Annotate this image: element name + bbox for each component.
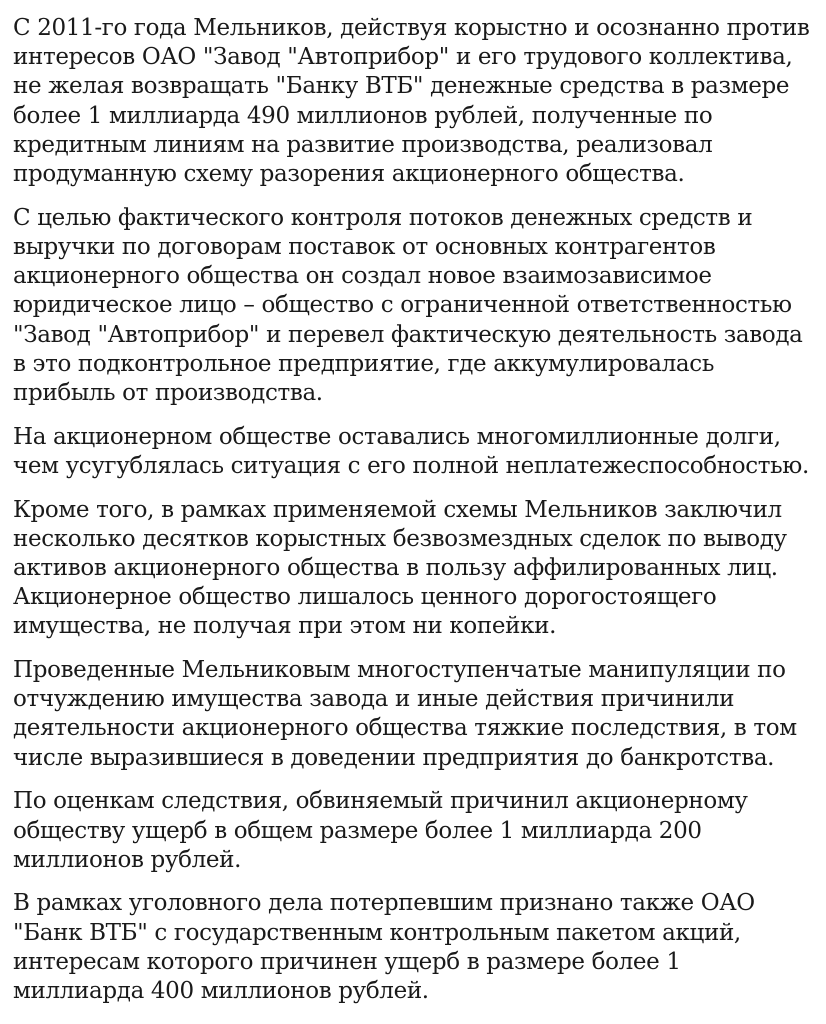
- paragraph-2: С целью фактического контроля потоков денежных средств и выручки по договорам поставок от основных контрагентов акционерного общества он создал новое взаимозависимое юридическое лицо – общество с ограниченной ответственностью "Завод "Автоприбор" и перевел фактическую деятельность завода в это подконтрольное предприятие, где аккумулировалась прибыль от производства.: [13, 204, 803, 406]
- paragraph-4: Кроме того, в рамках применяемой схемы Мельников заключил несколько десятков корыстных безвозмездных сделок по выводу активов акционерного общества в пользу аффилированных лиц. Акционерное общество лишалось ценного дорогостоящего имущества, не получая при этом ни копейки.: [13, 496, 787, 640]
- paragraph-6: По оценкам следствия, обвиняемый причинил акционерному обществу ущерб в общем размере более 1 миллиарда 200 миллионов рублей.: [13, 788, 748, 873]
- paragraph-1: С 2011-го года Мельников, действуя корыстно и осознанно против интересов ОАО "Завод "Автоприбор" и его трудового коллектива, не желая возвращать "Банку ВТБ" денежные средства в размере более 1 миллиарда 490 миллионов рублей, полученные по кредитным линиям на развитие производства, реализовал продуманную схему разорения акционерного общества.: [13, 15, 810, 188]
- paragraph-7: В рамках уголовного дела потерпевшим признано также ОАО "Банк ВТБ" с государственным контрольным пакетом акций, интересам которого причинен ущерб в размере более 1 миллиарда 400 миллионов рублей.: [13, 890, 755, 1005]
- paragraph-5: Проведенные Мельниковым многоступенчатые манипуляции по отчуждению имущества завода и иные действия причинили деятельности акционерного общества тяжкие последствия, в том числе выразившиеся в доведении предприятия до банкротства.: [13, 657, 797, 771]
- paragraph-3: На акционерном обществе оставались многомиллионные долги, чем усугублялась ситуация с его полной неплатежеспособностью.: [13, 423, 809, 479]
